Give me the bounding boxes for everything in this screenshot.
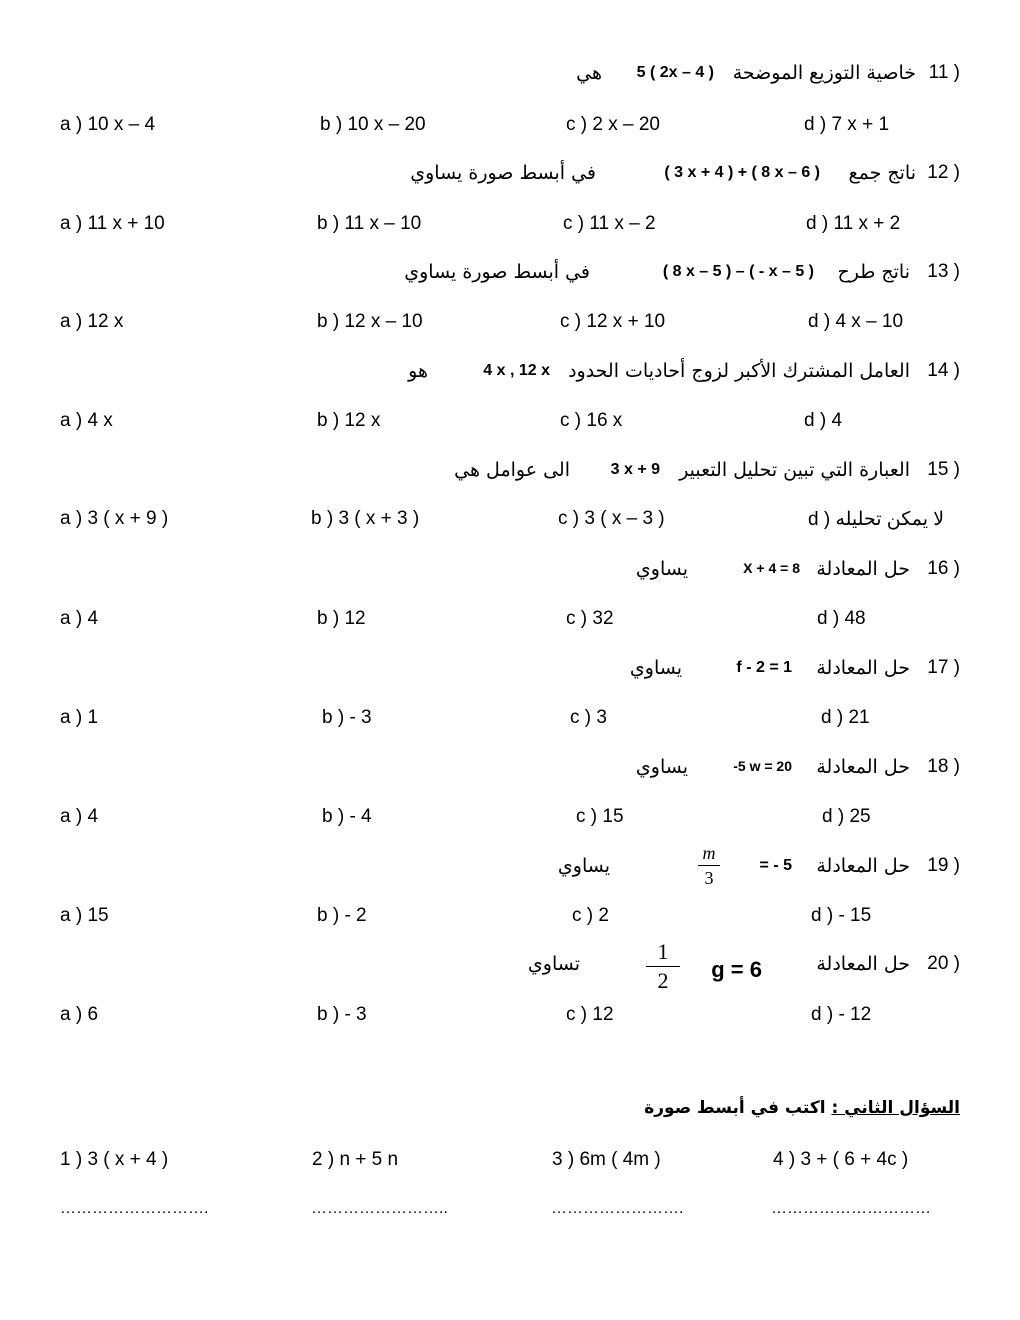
- question-text: حل المعادلة: [816, 756, 910, 778]
- option-d[interactable]: d ) - 12: [811, 1004, 872, 1025]
- option-c[interactable]: c ) 3: [570, 707, 607, 728]
- option-b[interactable]: b ) 3 ( x + 3 ): [311, 508, 420, 529]
- fraction-numerator: 1: [657, 939, 669, 964]
- fraction-one-half: [646, 941, 680, 992]
- fraction-denominator: 3: [704, 868, 714, 888]
- question-tail: هي: [576, 62, 602, 84]
- question-text: العبارة التي تبين تحليل التعبير: [679, 459, 910, 481]
- question-tail: الى عوامل هي: [454, 459, 570, 481]
- question-number: 17 ): [927, 657, 960, 678]
- question-expression: -5 w = 20: [733, 758, 792, 774]
- options-18: [0, 806, 1020, 840]
- option-a[interactable]: a ) 4 x: [60, 410, 113, 431]
- option-d[interactable]: d ) 21: [821, 707, 870, 728]
- fraction-m-over-3: [698, 844, 720, 887]
- options-19: [0, 905, 1020, 939]
- question-15: [60, 459, 960, 495]
- answer-blank-4[interactable]: …………………………: [771, 1200, 931, 1217]
- option-a[interactable]: a ) 4: [60, 806, 99, 827]
- option-d-text: لا يمكن تحليله: [835, 509, 945, 530]
- section-2-items: [0, 1149, 1020, 1183]
- question-number: 13 ): [927, 261, 960, 282]
- section-2-instruction: اكتب في أبسط صورة: [644, 1098, 826, 1118]
- question-11: [60, 62, 960, 98]
- option-b[interactable]: b ) 11 x – 10: [317, 213, 422, 234]
- option-a[interactable]: a ) 12 x: [60, 311, 124, 332]
- question-number: 19 ): [927, 855, 960, 876]
- option-d[interactable]: d ) 11 x + 2: [806, 213, 901, 234]
- exercise-2: 2 ) n + 5 n: [312, 1149, 399, 1170]
- question-expression: f - 2 = 1: [736, 659, 792, 676]
- question-text: خاصية التوزيع الموضحة: [732, 62, 916, 84]
- question-tail: يساوي: [635, 558, 688, 580]
- question-number: 18 ): [927, 756, 960, 777]
- question-tail: يساوي: [557, 855, 610, 877]
- question-tail: هو: [408, 360, 428, 382]
- question-text: العامل المشترك الأكبر لزوج أحاديات الحدود: [568, 360, 910, 382]
- options-12: [0, 213, 1020, 247]
- option-c[interactable]: c ) 2: [572, 905, 609, 926]
- option-d-label: d ): [808, 509, 836, 530]
- option-d[interactable]: d ) 4: [804, 410, 843, 431]
- exercise-1: 1 ) 3 ( x + 4 ): [60, 1149, 169, 1170]
- question-text: حل المعادلة: [816, 855, 910, 877]
- option-c[interactable]: c ) 2 x – 20: [566, 114, 660, 135]
- question-12: [60, 162, 960, 198]
- section-2-title: السؤال الثاني :: [831, 1098, 960, 1118]
- option-a[interactable]: a ) 4: [60, 608, 99, 629]
- question-18: [60, 756, 960, 792]
- option-d[interactable]: d ) 48: [817, 608, 866, 629]
- fraction-bar: [646, 966, 680, 967]
- option-d[interactable]: d ) 7 x + 1: [804, 114, 890, 135]
- option-c[interactable]: c ) 16 x: [560, 410, 623, 431]
- question-13: [60, 261, 960, 297]
- question-number: 11 ): [928, 62, 960, 83]
- option-c[interactable]: c ) 12: [566, 1004, 614, 1025]
- question-expression: g = 6: [711, 957, 762, 982]
- option-d[interactable]: d ) - 15: [811, 905, 872, 926]
- option-c[interactable]: c ) 11 x – 2: [563, 213, 656, 234]
- option-a[interactable]: a ) 3 ( x + 9 ): [60, 508, 169, 529]
- options-17: [0, 707, 1020, 741]
- options-20: [0, 1004, 1020, 1038]
- option-d[interactable]: [808, 508, 944, 531]
- exercise-3: 3 ) 6m ( 4m ): [552, 1149, 661, 1170]
- section-2-heading: [644, 1098, 960, 1118]
- fraction-denominator: 2: [657, 968, 669, 993]
- option-b[interactable]: b ) - 4: [322, 806, 372, 827]
- option-a[interactable]: a ) 10 x – 4: [60, 114, 156, 135]
- option-c[interactable]: c ) 12 x + 10: [560, 311, 666, 332]
- option-a[interactable]: a ) 11 x + 10: [60, 213, 165, 234]
- option-b[interactable]: b ) 10 x – 20: [320, 114, 426, 135]
- option-c[interactable]: c ) 15: [576, 806, 624, 827]
- question-text: حل المعادلة: [816, 953, 910, 975]
- fraction-bar: [698, 865, 720, 866]
- option-c[interactable]: c ) 3 ( x – 3 ): [558, 508, 665, 529]
- question-tail: يساوي: [635, 756, 688, 778]
- question-expression: X + 4 = 8: [743, 560, 800, 576]
- question-text: حل المعادلة: [816, 558, 910, 580]
- question-14: [60, 360, 960, 396]
- option-c[interactable]: c ) 32: [566, 608, 614, 629]
- options-11: [0, 114, 1020, 148]
- options-16: [0, 608, 1020, 642]
- question-17: [60, 657, 960, 693]
- option-b[interactable]: b ) - 3: [322, 707, 372, 728]
- option-a[interactable]: a ) 15: [60, 905, 109, 926]
- option-a[interactable]: a ) 1: [60, 707, 99, 728]
- question-number: 12 ): [927, 162, 960, 183]
- option-b[interactable]: b ) 12: [317, 608, 366, 629]
- options-15: [0, 508, 1020, 542]
- question-19: [60, 855, 960, 891]
- question-expression: ( 8 x – 5 ) – ( - x – 5 ): [662, 263, 814, 280]
- question-20: [60, 953, 960, 989]
- question-text: ناتج طرح: [837, 261, 910, 283]
- option-b[interactable]: b ) 12 x – 10: [317, 311, 423, 332]
- question-16: [60, 558, 960, 594]
- question-tail: في أبسط صورة يساوي: [410, 162, 596, 184]
- answer-blank-3[interactable]: …………………….: [551, 1200, 684, 1217]
- option-b[interactable]: b ) - 3: [317, 1004, 367, 1025]
- question-tail: في أبسط صورة يساوي: [404, 261, 590, 283]
- answer-blank-2[interactable]: ……………………..: [311, 1200, 448, 1217]
- question-text: حل المعادلة: [816, 657, 910, 679]
- question-expression: = - 5: [759, 857, 792, 874]
- option-b[interactable]: b ) - 2: [317, 905, 367, 926]
- option-b[interactable]: b ) 12 x: [317, 410, 381, 431]
- question-tail: تساوي: [527, 953, 580, 975]
- question-expression: ( 3 x + 4 ) + ( 8 x – 6 ): [664, 164, 820, 181]
- question-number: 20 ): [927, 953, 960, 974]
- option-a[interactable]: a ) 6: [60, 1004, 99, 1025]
- question-tail: يساوي: [629, 657, 682, 679]
- fraction-numerator: m: [702, 843, 716, 863]
- options-14: [0, 410, 1020, 444]
- question-expression: 4 x , 12 x: [483, 362, 550, 379]
- question-text: ناتج جمع: [848, 162, 916, 184]
- options-13: [0, 311, 1020, 345]
- option-d[interactable]: d ) 25: [822, 806, 871, 827]
- question-expression: 3 x + 9: [610, 461, 660, 478]
- question-expression: 5 ( 2x – 4 ): [636, 64, 714, 81]
- question-number: 16 ): [927, 558, 960, 579]
- question-number: 15 ): [927, 459, 960, 480]
- exercise-4: 4 ) 3 + ( 6 + 4c ): [773, 1149, 909, 1170]
- option-d[interactable]: d ) 4 x – 10: [808, 311, 904, 332]
- answer-blank-1[interactable]: ……………………….: [60, 1200, 209, 1217]
- question-number: 14 ): [927, 360, 960, 381]
